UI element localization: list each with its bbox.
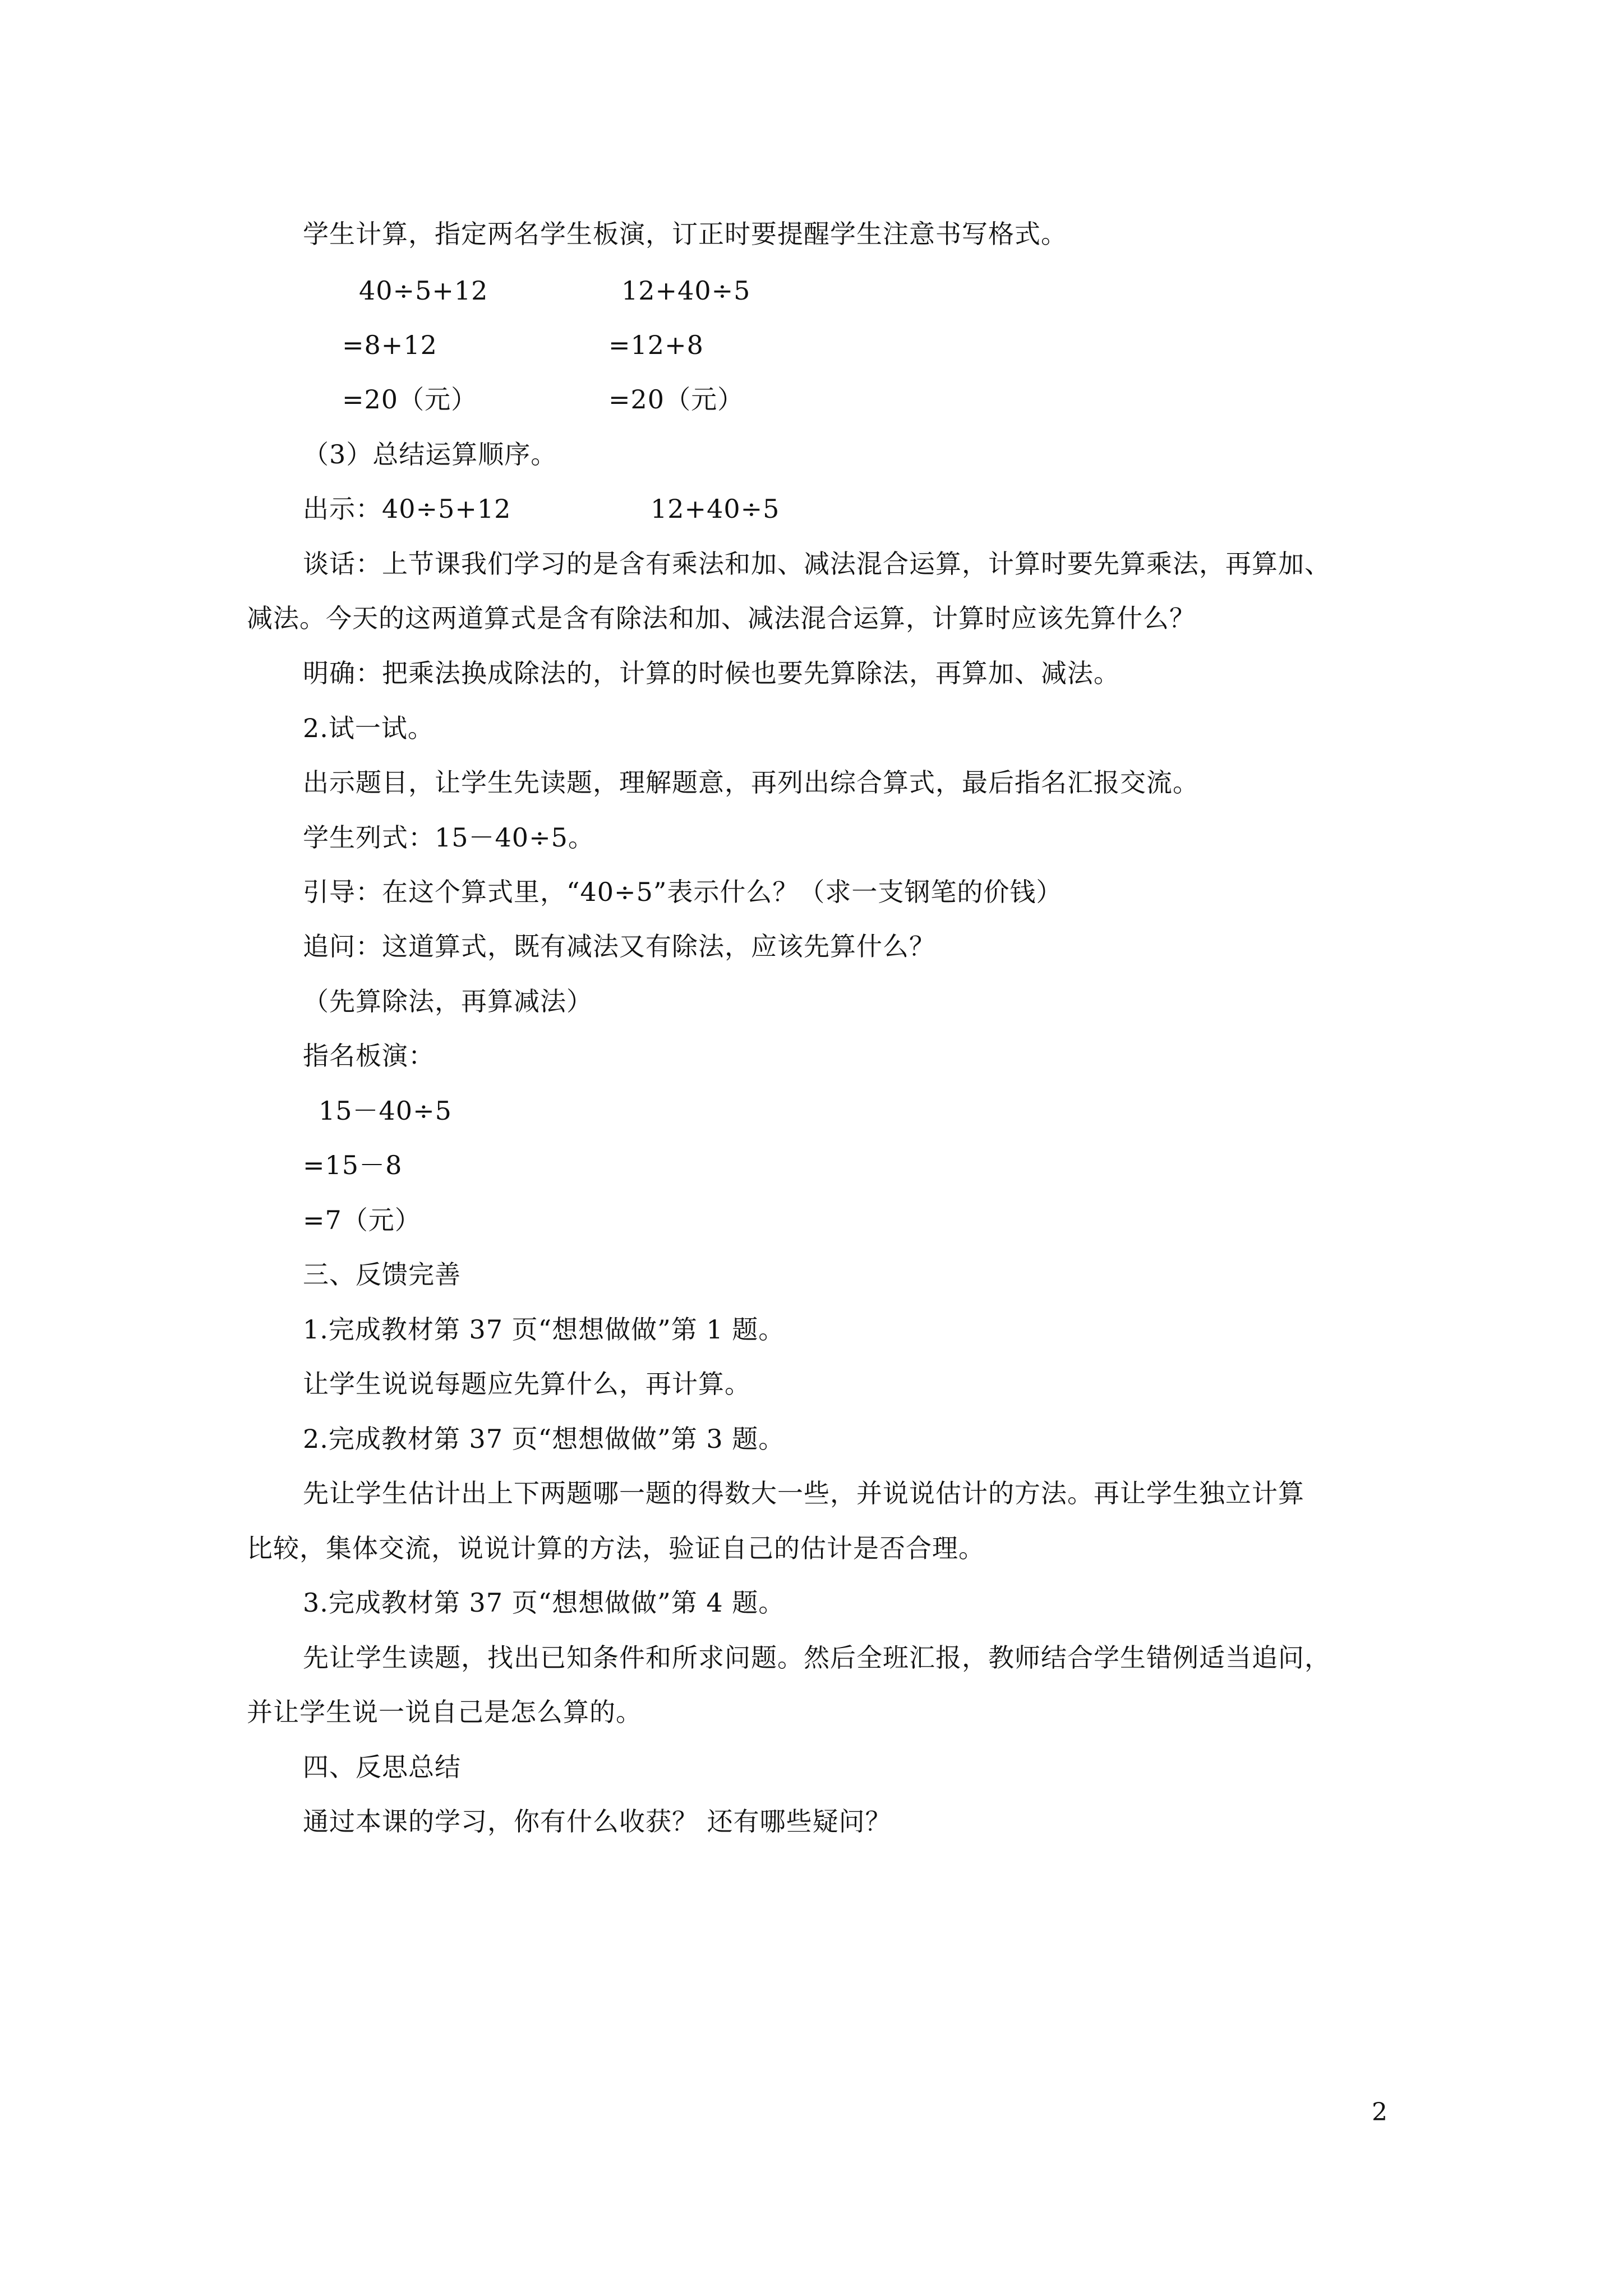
text-line: 明确：把乘法换成除法的，计算的时候也要先算除法，再算加、减法。 <box>303 658 1120 688</box>
text-line: 2.试一试。 <box>303 713 434 743</box>
text-line: 比较，集体交流，说说计算的方法，验证自己的估计是否合理。 <box>247 1533 985 1563</box>
text-line: 让学生说说每题应先算什么，再计算。 <box>303 1369 751 1399</box>
text-line: 2.完成教材第 37 页“想想做做”第 3 题。 <box>303 1424 785 1454</box>
text-line: 先让学生读题，找出已知条件和所求问题。然后全班汇报，教师结合学生错例适当追问， <box>303 1642 1331 1673</box>
equation-line: =12+8 <box>608 330 704 360</box>
text-line: （3）总结运算顺序。 <box>303 439 557 470</box>
text-line: 先让学生估计出上下两题哪一题的得数大一些，并说说估计的方法。再让学生独立计算 <box>303 1478 1304 1508</box>
text-line: 3.完成教材第 37 页“想想做做”第 4 题。 <box>303 1588 785 1618</box>
section-heading: 三、反馈完善 <box>303 1259 461 1290</box>
text-line: 通过本课的学习，你有什么收获？ 还有哪些疑问？ <box>303 1806 892 1837</box>
equation-line: =7（元） <box>303 1205 421 1235</box>
text-line: 学生计算，指定两名学生板演，订正时要提醒学生注意书写格式。 <box>303 219 1067 249</box>
text-line: 并让学生说一说自己是怎么算的。 <box>247 1697 642 1727</box>
page-number: 2 <box>1372 2098 1387 2127</box>
equation-line: 12+40÷5 <box>621 275 751 306</box>
text-line: 学生列式：15－40÷5。 <box>303 822 594 853</box>
text-line: 出示：40÷5+12 <box>303 494 511 524</box>
text-line: 出示题目，让学生先读题，理解题意，再列出综合算式，最后指名汇报交流。 <box>303 767 1199 798</box>
equation-line: 15－40÷5 <box>319 1096 452 1126</box>
text-line: 指名板演： <box>303 1041 435 1071</box>
equation-line: 12+40÷5 <box>651 494 780 524</box>
text-line: 谈话：上节课我们学习的是含有乘法和加、减法混合运算，计算时要先算乘法，再算加、 <box>303 549 1331 579</box>
text-line: 减法。今天的这两道算式是含有除法和加、减法混合运算，计算时应该先算什么？ <box>247 603 1196 633</box>
text-line: 1.完成教材第 37 页“想想做做”第 1 题。 <box>303 1314 785 1345</box>
equation-line: 40÷5+12 <box>359 275 488 306</box>
equation-line: =8+12 <box>342 330 437 360</box>
text-line: （先算除法，再算减法） <box>303 986 593 1016</box>
equation-line: =15－8 <box>303 1150 403 1180</box>
equation-line: =20（元） <box>608 384 744 415</box>
section-heading: 四、反思总结 <box>303 1752 461 1782</box>
text-line: 引导：在这个算式里，“40÷5”表示什么？（求一支钢笔的价钱） <box>303 877 1063 907</box>
equation-line: =20（元） <box>342 384 478 415</box>
text-line: 追问：这道算式，既有减法又有除法，应该先算什么？ <box>303 931 935 961</box>
